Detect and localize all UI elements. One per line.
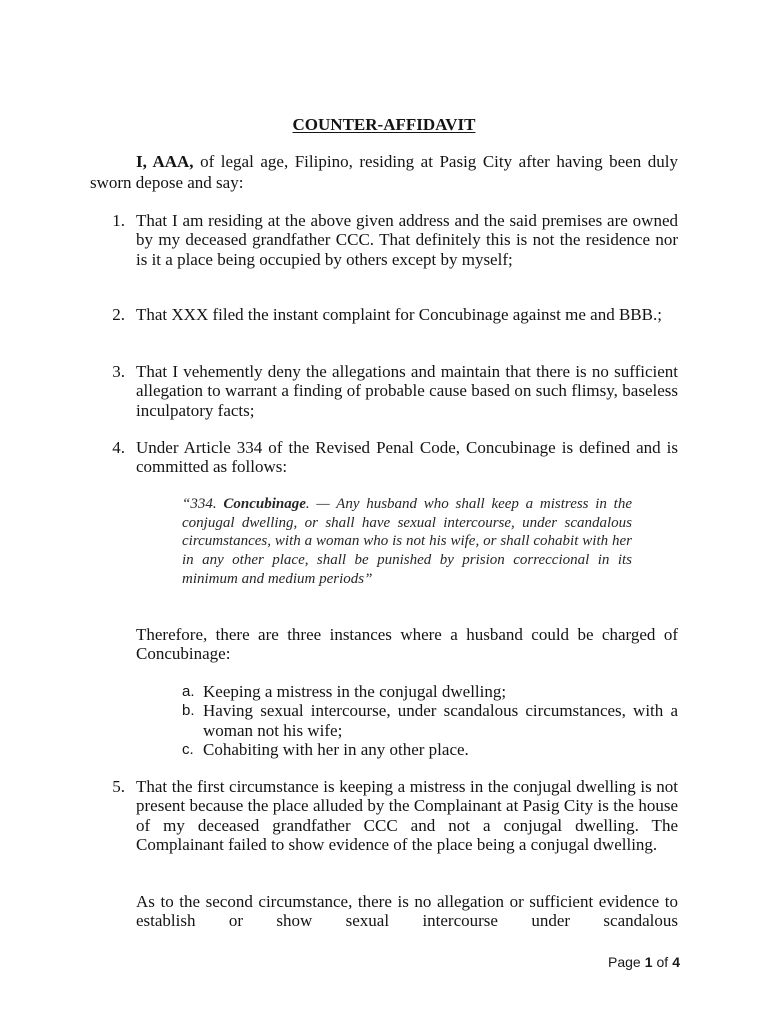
- page-total: 4: [672, 954, 680, 970]
- legal-quote-block: [182, 495, 632, 589]
- affiant-name: I, AAA,: [136, 152, 194, 171]
- page-footer: [608, 953, 680, 971]
- list-letter: c.: [182, 740, 194, 758]
- item-text: Under Article 334 of the Revised Penal Code, Concubinage is defined and is committed as follows:: [136, 438, 678, 477]
- quote-body: . — Any husband who shall keep a mistress in the conjugal dwelling, or shall have sexual intercourse, under scandalous circumstances, with a woman who is not his wife, or shall cohabit with her in any other place, shall be punished by prision correccional in its minimum and medium periods”: [182, 496, 632, 587]
- quote-opening: “334.: [182, 496, 224, 512]
- item-text: That I am residing at the above given address and the said premises are owned by my deceased grandfather CCC. That definitely this is not the residence nor is it a place being occupied by others except by myself;: [136, 211, 678, 269]
- list-item-text: Having sexual intercourse, under scandalous circumstances, with a woman not his wife;: [203, 701, 678, 740]
- list-letter: b.: [182, 702, 195, 720]
- list-item: [182, 740, 678, 759]
- intro-paragraph: [90, 152, 678, 193]
- intro-text: of legal age, Filipino, residing at Pasig City after having been duly sworn depose and say:: [90, 152, 678, 192]
- item-number: 3.: [112, 362, 125, 381]
- numbered-item-5: [112, 777, 678, 854]
- second-circumstance-paragraph: As to the second circumstance, there is no allegation or sufficient evidence to establish or show sexual intercourse under scandalous: [136, 892, 678, 931]
- list-item-text: Keeping a mistress in the conjugal dwelling;: [203, 682, 507, 701]
- list-item: [182, 701, 678, 740]
- of-label: of: [656, 954, 669, 970]
- list-letter: a.: [182, 683, 195, 700]
- item-text: That I vehemently deny the allegations and maintain that there is no sufficient allegation to warrant a finding of probable cause based on such flimsy, baseless inculpatory facts;: [136, 362, 678, 420]
- numbered-item-4: [112, 438, 678, 477]
- document-title: COUNTER-AFFIDAVIT: [292, 115, 476, 134]
- item-number: 2.: [112, 305, 125, 324]
- item-text: That XXX filed the instant complaint for Concubinage against me and BBB.;: [136, 305, 662, 324]
- item-number: 4.: [112, 438, 125, 457]
- item-number: 1.: [112, 211, 125, 230]
- list-item: [182, 682, 678, 701]
- item-number: 5.: [112, 777, 125, 796]
- instances-list: [182, 682, 678, 759]
- numbered-item-1: [112, 211, 678, 269]
- quote-term: Concubinage: [223, 496, 306, 512]
- item-text: That the first circumstance is keeping a mistress in the conjugal dwelling is not present because the place alluded by the Complainant at Pasig City is the house of my deceased grandfather CCC and not a conjugal dwelling. The Complainant failed to show evidence of the place being a conjugal dwelling.: [136, 777, 678, 854]
- page-current: 1: [644, 954, 653, 970]
- numbered-item-3: [112, 362, 678, 420]
- numbered-item-2: [112, 305, 678, 324]
- list-item-text: Cohabiting with her in any other place.: [203, 739, 469, 759]
- page-label: Page: [608, 954, 641, 970]
- therefore-paragraph: Therefore, there are three instances where a husband could be charged of Concubinage:: [136, 625, 678, 664]
